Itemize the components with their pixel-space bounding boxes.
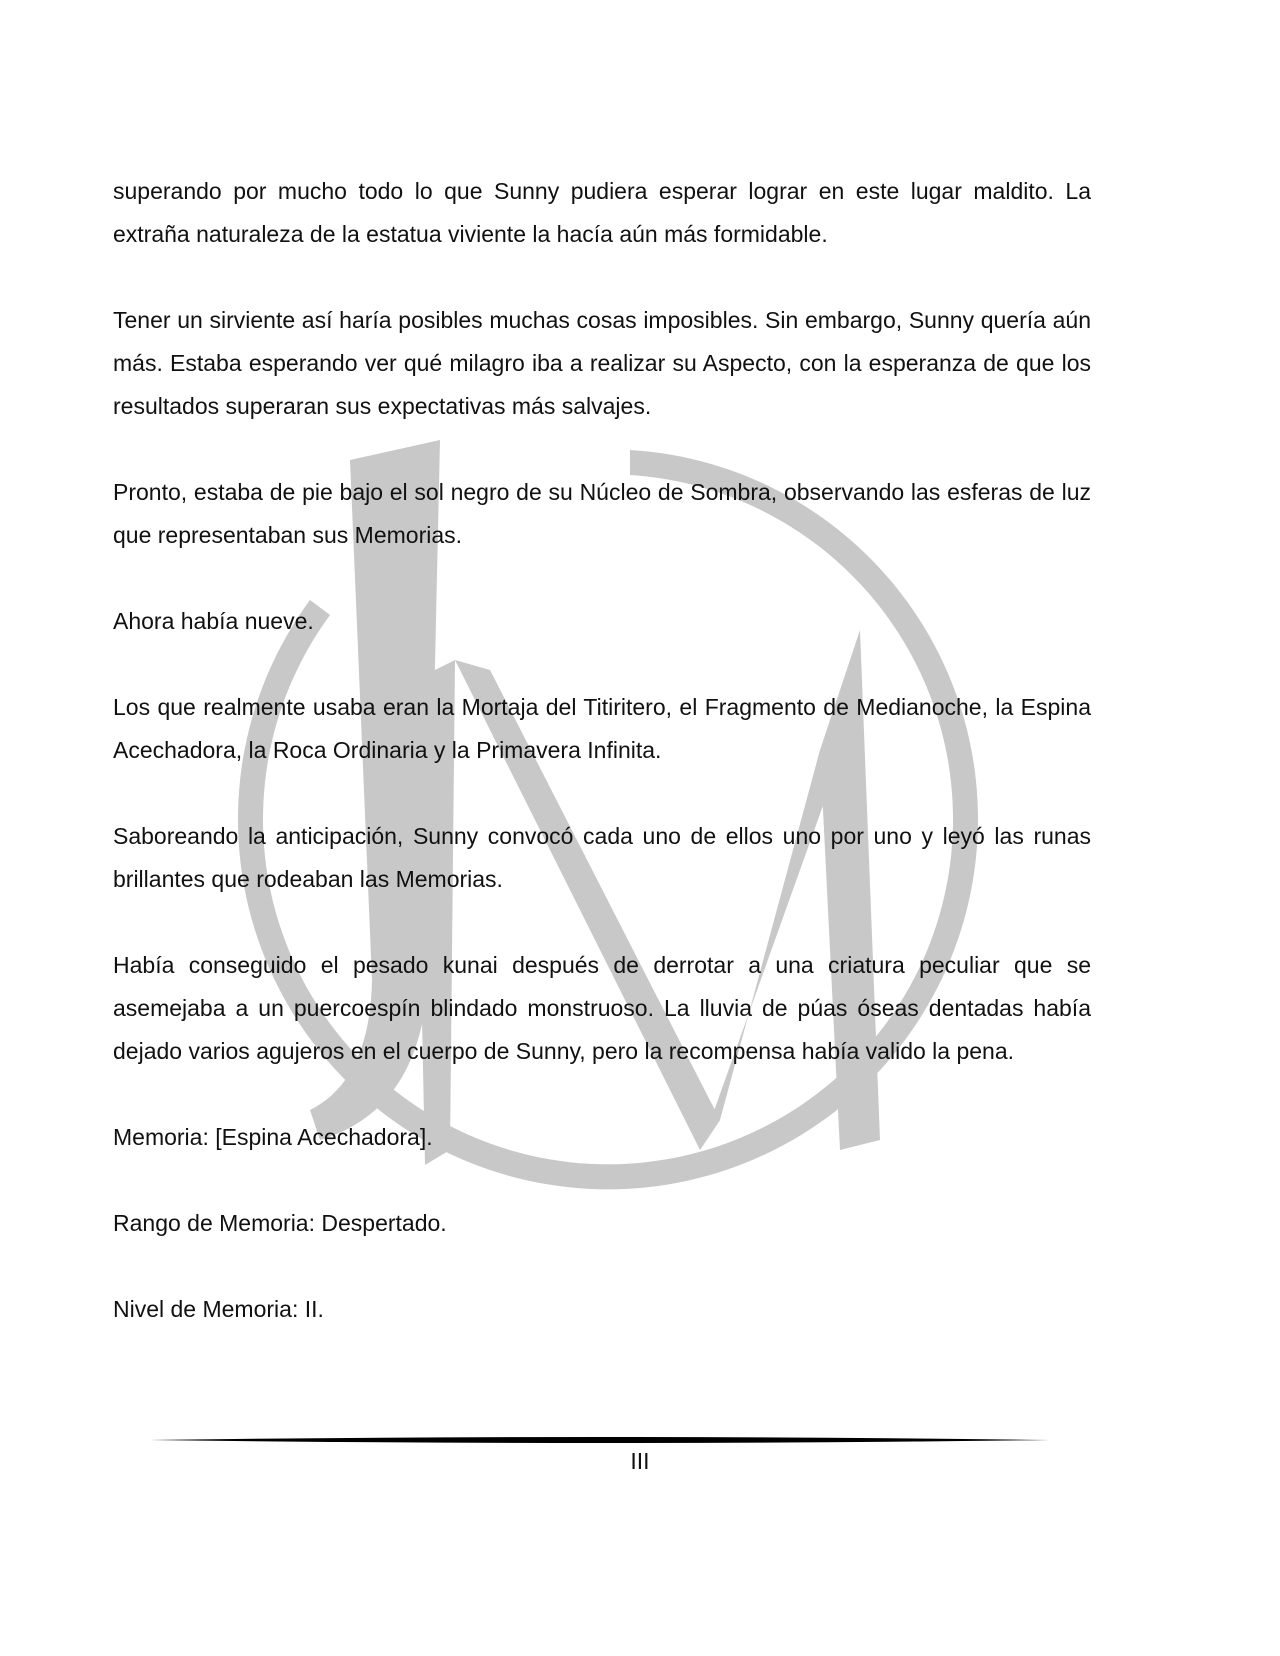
page-number: III <box>630 1448 650 1474</box>
memory-name: Memoria: [Espina Acechadora]. <box>113 1124 433 1150</box>
body-text <box>113 170 1091 1374</box>
paragraph-3: Pronto, estaba de pie bajo el sol negro de su Núcleo de Sombra, observando las esferas de luz que representaban sus Memorias. <box>113 479 1091 548</box>
paragraph-7: Había conseguido el pesado kunai después de derrotar a una criatura peculiar que se asemejaba a un puercoespín blindado monstruoso. La lluvia de púas óseas dentadas había dejado varios agujeros en el cuerpo de Sunny, pero la recompensa había valido la pena. <box>113 952 1091 1064</box>
footer-divider <box>150 1434 1050 1446</box>
paragraph-1: superando por mucho todo lo que Sunny pudiera esperar lograr en este lugar maldito. La extraña naturaleza de la estatua viviente la hacía aún más formidable. <box>113 178 1091 247</box>
paragraph-4: Ahora había nueve. <box>113 608 314 634</box>
paragraph-5: Los que realmente usaba eran la Mortaja del Titiritero, el Fragmento de Medianoche, la Espina Acechadora, la Roca Ordinaria y la Primavera Infinita. <box>113 694 1091 763</box>
memory-rank: Rango de Memoria: Despertado. <box>113 1210 447 1236</box>
memory-level: Nivel de Memoria: II. <box>113 1296 324 1322</box>
paragraph-6: Saboreando la anticipación, Sunny convocó cada uno de ellos uno por uno y leyó las runas brillantes que rodeaban las Memorias. <box>113 823 1091 892</box>
paragraph-2: Tener un sirviente así haría posibles muchas cosas imposibles. Sin embargo, Sunny quería aún más. Estaba esperando ver qué milagro iba a realizar su Aspecto, con la esperanza de que los resultados superaran sus expectativas más salvajes. <box>113 307 1091 419</box>
